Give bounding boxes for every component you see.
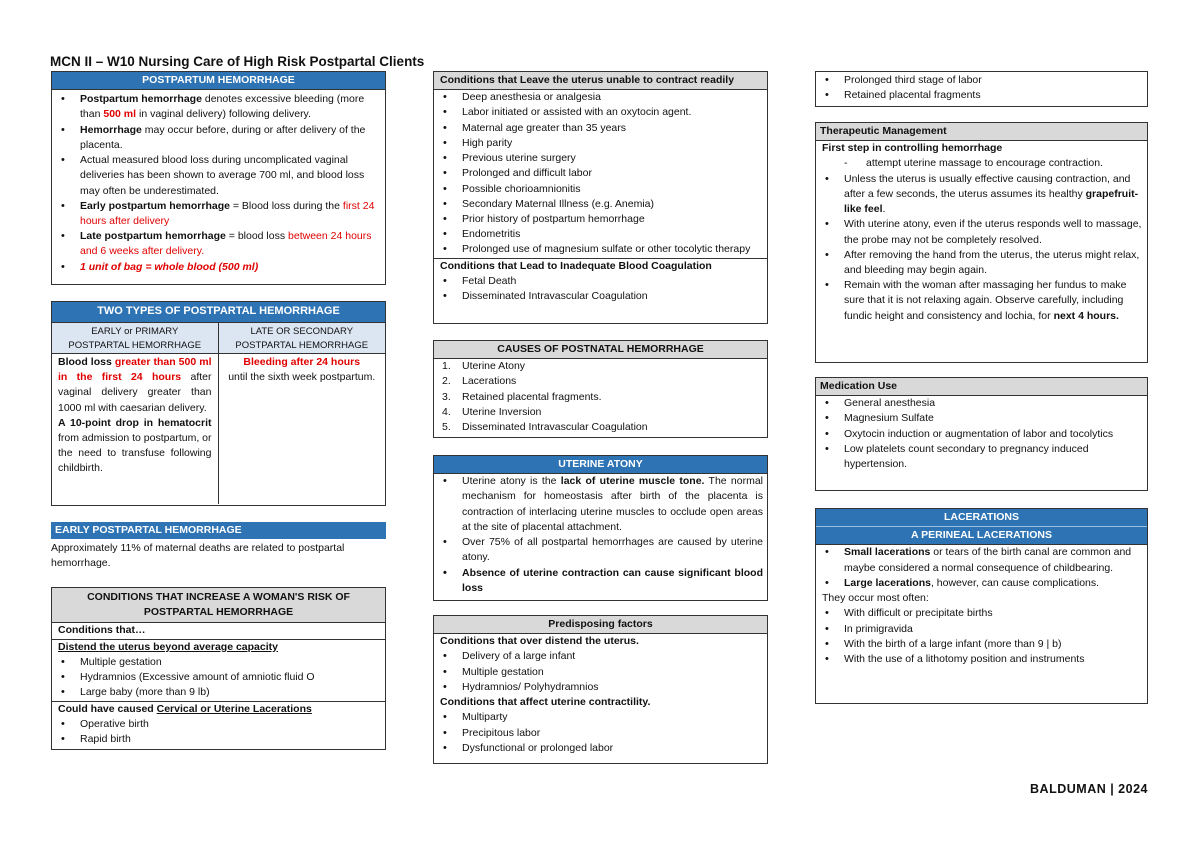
over-distend-heading: Conditions that over distend the uterus. <box>440 635 639 648</box>
conditions-that-label: Conditions that… <box>52 623 385 639</box>
predisposing-box <box>433 615 768 764</box>
page-title: MCN II – W10 Nursing Care of High Risk Postpartal Clients <box>50 54 425 69</box>
perineal-lacerations-subheader: A PERINEAL LACERATIONS <box>816 526 1147 545</box>
therapeutic-item-atony: • With uterine atony, even if the uterus responds well to massage, the probe may not be completely resolved. <box>822 217 1143 247</box>
list-item: • Endometritis <box>440 227 763 242</box>
lacerations-cause-heading: Could have caused Cervical or Uterine Lacerations <box>52 701 385 717</box>
list-item: • With difficult or precipitate births <box>822 606 1143 621</box>
risk-conditions-header: CONDITIONS THAT INCREASE A WOMAN'S RISK OF POSTPARTAL HEMORRHAGE <box>52 588 385 623</box>
list-item: • Hydramnios/ Polyhydramnios <box>440 680 763 695</box>
pph-item-late: • Late postpartum hemorrhage = blood loss between 24 hours and 6 weeks after delivery. <box>58 229 381 259</box>
lacerations-header: LACERATIONS <box>816 509 1147 526</box>
list-item: • Previous uterine surgery <box>440 151 763 166</box>
author-footer: BALDUMAN | 2024 <box>1030 782 1148 796</box>
unable-contract-box <box>433 71 768 324</box>
uterine-atony-header: UTERINE ATONY <box>434 456 767 474</box>
list-item: • Prior history of postpartum hemorrhage <box>440 212 763 227</box>
list-item: • Prolonged and difficult labor <box>440 166 763 181</box>
pph-header: POSTPARTUM HEMORRHAGE <box>52 72 385 90</box>
list-item: • Rapid birth <box>58 732 381 747</box>
therapeutic-item-relax: • After removing the hand from the uterus, the uterus might relax, and bleeding may begin again. <box>822 248 1143 278</box>
list-item: • Large baby (more than 9 lb) <box>58 685 381 700</box>
list-item: • Multiple gestation <box>440 665 763 680</box>
list-item: • Possible chorioamnionitis <box>440 182 763 197</box>
late-pph-description: Bleeding after 24 hours until the sixth week postpartum. <box>228 355 376 384</box>
lacerations-item-large: • Large lacerations, however, can cause complications. <box>822 576 1143 591</box>
early-pph-description: Blood loss greater than 500 ml in the first 24 hours after vaginal delivery greater than 1000 ml with caesarian delivery. A 10-point drop in hematocrit from admission to postpartum, or the need to transfuse following childbirth. <box>52 354 219 504</box>
list-item: • Retained placental fragments <box>822 88 1143 103</box>
list-item: • Prolonged third stage of labor <box>822 73 1143 88</box>
early-pph-header: EARLY POSTPARTAL HEMORRHAGE <box>51 522 386 539</box>
list-item: • With the use of a lithotomy position and instruments <box>822 652 1143 667</box>
continued-list-box <box>815 71 1148 107</box>
therapeutic-item-remain: • Remain with the woman after massaging her fundus to make sure that it is not relaxing again. Observe carefully, including fundic height and consistency and lochia, for next 4 hours. <box>822 278 1143 324</box>
risk-conditions-box <box>51 587 386 750</box>
list-item: • Maternal age greater than 35 years <box>440 121 763 136</box>
list-item: • Delivery of a large infant <box>440 649 763 664</box>
postpartum-hemorrhage-box <box>51 71 386 285</box>
list-item: • Multiparty <box>440 710 763 725</box>
pph-item-early: • Early postpartum hemorrhage = Blood loss during the first 24 hours after delivery <box>58 199 381 229</box>
therapeutic-item-grapefruit: • Unless the uterus is usually effective causing contraction, and after a few seconds, the uterus assumes its healthy grapefruit-like feel. <box>822 172 1143 218</box>
list-item: • Fetal Death <box>440 274 763 289</box>
unable-contract-header: Conditions that Leave the uterus unable to contract readily <box>434 72 767 90</box>
list-item: 4. Uterine Inversion <box>442 405 542 418</box>
atony-item-absence: • Absence of uterine contraction can cause significant blood loss <box>440 566 763 596</box>
list-item: • Dysfunctional or prolonged labor <box>440 741 763 756</box>
predisposing-header: Predisposing factors <box>434 616 767 634</box>
early-pph-text: Approximately 11% of maternal deaths are related to postpartal hemorrhage. <box>51 542 345 570</box>
pph-item-blood-loss: • Actual measured blood loss during uncomplicated vaginal deliveries has been shown to average 700 ml, and blood loss may often be underestimated. <box>58 153 381 199</box>
therapeutic-header: Therapeutic Management <box>816 123 1147 141</box>
pph-item-timing: • Hemorrhage may occur before, during or after delivery of the placenta. <box>58 123 381 153</box>
list-item: • Hydramnios (Excessive amount of amniotic fluid O <box>58 670 381 685</box>
list-item: 1. Uterine Atony <box>442 360 526 373</box>
list-item: • With the birth of a large infant (more than 9 | b) <box>822 637 1143 652</box>
atony-item-definition: • Uterine atony is the lack of uterine muscle tone. The normal mechanism for homeostasis after birth of the placenta is contraction of interlacing uterine muscles to occlude open areas at the site of placental attachment. <box>440 474 763 535</box>
lacerations-item-small: • Small lacerations or tears of the birth canal are common and maybe considered a normal consequence of childbearing. <box>822 545 1143 575</box>
early-pph-section <box>51 522 386 572</box>
therapeutic-box <box>815 122 1148 363</box>
list-item: • High parity <box>440 136 763 151</box>
pph-item-definition: • Postpartum hemorrhage denotes excessive bleeding (more than 500 ml in vaginal delivery) following delivery. <box>58 92 381 122</box>
list-item: • General anesthesia <box>822 396 1143 411</box>
causes-box <box>433 340 768 438</box>
late-column-header: LATE OR SECONDARY POSTPARTAL HEMORRHAGE <box>219 323 386 353</box>
list-item: • Secondary Maternal Illness (e.g. Anemia) <box>440 197 763 212</box>
uterine-massage-step: - attempt uterine massage to encourage contraction. <box>844 157 1103 170</box>
list-item: 2. Lacerations <box>442 375 517 388</box>
uterine-atony-box <box>433 455 768 601</box>
list-item: • Low platelets count secondary to pregnancy induced hypertension. <box>822 442 1143 472</box>
list-item: 3. Retained placental fragments. <box>442 390 602 403</box>
list-item: • Prolonged use of magnesium sulfate or other tocolytic therapy <box>440 242 763 257</box>
medication-box <box>815 377 1148 491</box>
early-column-header: EARLY or PRIMARY POSTPARTAL HEMORRHAGE <box>52 323 219 353</box>
list-item: • In primigravida <box>822 622 1143 637</box>
list-item: • Labor initiated or assisted with an oxytocin agent. <box>440 105 763 120</box>
pph-item-unit: • 1 unit of bag = whole blood (500 ml) <box>58 260 381 275</box>
medication-header: Medication Use <box>816 378 1147 396</box>
list-item: • Oxytocin induction or augmentation of labor and tocolytics <box>822 427 1143 442</box>
distend-uterus-heading: Distend the uterus beyond average capacity <box>58 640 278 653</box>
two-types-header: TWO TYPES OF POSTPARTAL HEMORRHAGE <box>52 302 385 323</box>
list-item: • Deep anesthesia or analgesia <box>440 90 763 105</box>
contractility-heading: Conditions that affect uterine contractility. <box>440 696 651 709</box>
occur-most-often-label: They occur most often: <box>822 592 929 605</box>
first-step-heading: First step in controlling hemorrhage <box>822 142 1003 155</box>
list-item: • Multiple gestation <box>58 655 381 670</box>
two-types-box <box>51 301 386 506</box>
coagulation-heading: Conditions that Lead to Inadequate Blood Coagulation <box>434 258 767 274</box>
atony-item-percent: • Over 75% of all postpartal hemorrhages are caused by uterine atony. <box>440 535 763 565</box>
causes-header: CAUSES OF POSTNATAL HEMORRHAGE <box>434 341 767 359</box>
list-item: • Precipitous labor <box>440 726 763 741</box>
list-item: • Magnesium Sulfate <box>822 411 1143 426</box>
lacerations-box <box>815 508 1148 704</box>
list-item: 5. Disseminated Intravascular Coagulation <box>442 421 648 434</box>
list-item: • Operative birth <box>58 717 381 732</box>
list-item: • Disseminated Intravascular Coagulation <box>440 289 763 304</box>
